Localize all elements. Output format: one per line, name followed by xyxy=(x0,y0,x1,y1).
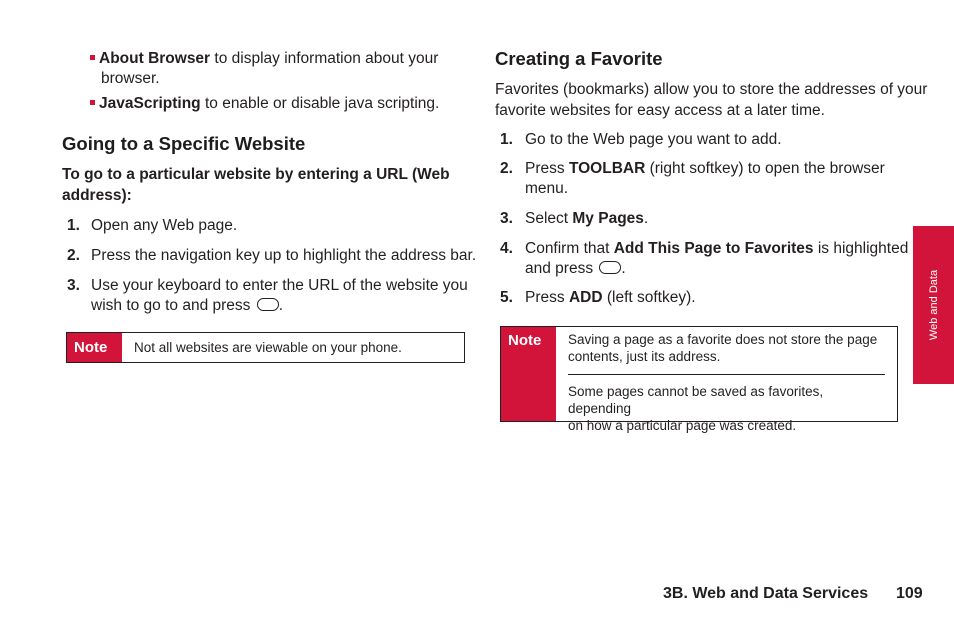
step-text: Press xyxy=(525,160,569,177)
bullet-term: JavaScripting xyxy=(99,95,201,112)
step-text: Go to the Web page you want to add. xyxy=(525,131,782,148)
bullet-square-icon xyxy=(90,100,95,105)
step-number: 3. xyxy=(500,210,513,227)
instruction-line-2: address): xyxy=(62,187,132,204)
step-term: ADD xyxy=(568,289,603,306)
bullet-term: About Browser xyxy=(99,50,211,67)
footer-section-title: 3B. Web and Data Services xyxy=(663,585,869,602)
select-key-icon xyxy=(257,298,279,311)
note-paragraph xyxy=(568,383,885,434)
note-text: Saving a page as a favorite does not store the page xyxy=(568,332,878,347)
step-number: 5. xyxy=(500,289,513,306)
page-number: 109 xyxy=(896,585,923,602)
step-text-cont: and press xyxy=(525,260,594,277)
step-term: Add This Page to Favorites xyxy=(613,240,814,257)
step-text-end: . xyxy=(621,260,626,277)
bullet-javascripting xyxy=(90,94,470,114)
step-item xyxy=(500,159,898,199)
step-term: TOOLBAR xyxy=(568,160,646,177)
step-text: Select xyxy=(525,210,573,227)
step-text: Use your keyboard to enter the URL of the website you xyxy=(91,277,468,294)
section-heading: Creating a Favorite xyxy=(495,48,663,69)
step-number: 4. xyxy=(500,240,513,257)
step-text: (left softkey). xyxy=(602,289,696,306)
note-divider xyxy=(568,374,885,375)
instruction-line-1: To go to a particular website by entering a URL (Web xyxy=(62,166,450,183)
note-text: contents, just its address. xyxy=(568,349,721,364)
note-box xyxy=(66,332,465,363)
intro-line-2: favorite websites for easy access at a later time. xyxy=(495,102,825,119)
step-item xyxy=(67,276,468,316)
note-label: Note xyxy=(501,327,556,421)
section-side-tab xyxy=(913,226,954,384)
step-text: Open any Web page. xyxy=(91,217,238,234)
step-number: 2. xyxy=(500,160,513,177)
step-text: Press the navigation key up to highlight the address bar. xyxy=(91,247,477,264)
bullet-text: to enable or disable java scripting. xyxy=(200,95,440,112)
note-label: Note xyxy=(67,333,122,362)
step-text: . xyxy=(643,210,649,227)
note-box xyxy=(500,326,898,433)
note-text: on how a particular page was created. xyxy=(568,418,797,433)
intro-line-1: Favorites (bookmarks) allow you to store the addresses of your xyxy=(495,81,928,98)
bullet-square-icon xyxy=(90,55,95,60)
section-heading: Going to a Specific Website xyxy=(62,133,306,154)
step-number: 3. xyxy=(67,277,80,294)
step-number: 2. xyxy=(67,247,80,264)
step-text: (right softkey) to open the browser xyxy=(645,160,885,177)
step-text-end: . xyxy=(278,297,284,314)
bullet-about-browser xyxy=(90,49,470,89)
bullet-text: to display information about your xyxy=(210,50,439,67)
side-tab-label: Web and Data xyxy=(927,269,940,341)
step-text: Press xyxy=(525,289,569,306)
step-text: Confirm that xyxy=(525,240,614,257)
step-text: is highlighted xyxy=(813,240,909,257)
select-key-icon xyxy=(599,261,621,274)
step-number: 1. xyxy=(500,131,513,148)
bullet-text-cont: browser. xyxy=(101,70,160,87)
step-text-cont: wish to go to and press xyxy=(91,297,251,314)
note-text: Some pages cannot be saved as favorites, depending xyxy=(568,384,824,416)
step-text-cont: menu. xyxy=(525,180,569,197)
note-paragraph xyxy=(568,331,885,365)
note-text: Not all websites are viewable on your phone. xyxy=(134,340,402,355)
step-number: 1. xyxy=(67,217,80,234)
step-item xyxy=(500,239,909,279)
step-term: My Pages xyxy=(572,210,644,227)
